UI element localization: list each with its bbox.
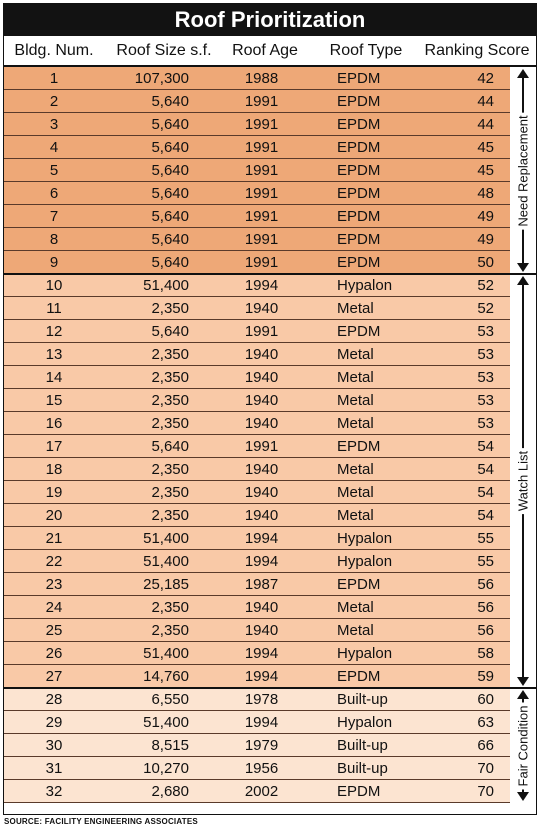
cell-roof-size: 2,350	[151, 484, 189, 501]
cell-roof-age: 1994	[244, 553, 279, 570]
table-row	[4, 389, 510, 412]
cell-roof-size: 5,640	[151, 116, 189, 133]
arrow-up-icon	[517, 690, 529, 699]
cell-ranking-score: 54	[477, 438, 494, 455]
cell-roof-age: 1940	[244, 622, 279, 639]
cell-ranking-score: 53	[477, 415, 494, 432]
cell-ranking-score: 55	[477, 530, 494, 547]
cell-roof-size: 51,400	[143, 645, 189, 662]
cell-bldg-num: 27	[45, 668, 63, 685]
cell-ranking-score: 50	[477, 254, 494, 271]
cell-ranking-score: 49	[477, 208, 494, 225]
table-row	[4, 320, 510, 343]
cell-roof-type: Metal	[337, 369, 374, 386]
cell-bldg-num: 32	[45, 783, 63, 800]
table-row	[4, 481, 510, 504]
cell-roof-type: Metal	[337, 484, 374, 501]
cell-roof-age: 1991	[244, 323, 279, 340]
group-bracket	[510, 274, 536, 688]
table-row	[4, 757, 510, 780]
group-bracket	[510, 688, 536, 803]
cell-roof-type: EPDM	[337, 668, 381, 685]
cell-roof-type: Metal	[337, 622, 374, 639]
cell-ranking-score: 54	[477, 507, 494, 524]
table-row	[4, 228, 510, 251]
cell-ranking-score: 60	[477, 691, 494, 708]
source-note: SOURCE: FACILITY ENGINEERING ASSOCIATES	[4, 817, 198, 826]
cell-roof-age: 1940	[244, 369, 279, 386]
cell-roof-type: Metal	[337, 346, 374, 363]
cell-roof-age: 1994	[244, 277, 279, 294]
cell-bldg-num: 18	[45, 461, 63, 478]
cell-roof-type: EPDM	[337, 93, 381, 110]
cell-bldg-num: 6	[49, 185, 59, 202]
cell-ranking-score: 53	[477, 392, 494, 409]
cell-roof-age: 1994	[244, 645, 279, 662]
cell-roof-age: 1940	[244, 484, 279, 501]
cell-ranking-score: 42	[477, 70, 494, 87]
cell-roof-size: 5,640	[151, 254, 189, 271]
arrow-down-icon	[517, 792, 529, 801]
cell-bldg-num: 8	[49, 231, 59, 248]
table-row	[4, 412, 510, 435]
table-row	[4, 343, 510, 366]
cell-roof-type: EPDM	[337, 323, 381, 340]
cell-roof-size: 2,350	[151, 622, 189, 639]
cell-roof-size: 10,270	[143, 760, 189, 777]
cell-ranking-score: 52	[477, 277, 494, 294]
cell-bldg-num: 13	[45, 346, 63, 363]
table-row	[4, 435, 510, 458]
cell-ranking-score: 44	[477, 116, 494, 133]
table-row	[4, 780, 510, 803]
cell-roof-size: 5,640	[151, 162, 189, 179]
cell-roof-type: Metal	[337, 599, 374, 616]
cell-roof-type: EPDM	[337, 208, 381, 225]
cell-ranking-score: 55	[477, 553, 494, 570]
cell-roof-size: 2,350	[151, 369, 189, 386]
header-roof-type: Roof Type	[329, 42, 403, 59]
table-row	[4, 366, 510, 389]
table-row	[4, 550, 510, 573]
cell-ranking-score: 66	[477, 737, 494, 754]
cell-bldg-num: 31	[45, 760, 63, 777]
cell-ranking-score: 58	[477, 645, 494, 662]
cell-roof-size: 5,640	[151, 438, 189, 455]
cell-roof-type: EPDM	[337, 254, 381, 271]
group-label: Need Replacement	[516, 112, 531, 229]
cell-roof-type: Built-up	[337, 691, 388, 708]
cell-roof-type: Metal	[337, 300, 374, 317]
cell-bldg-num: 12	[45, 323, 63, 340]
cell-roof-age: 1988	[244, 70, 279, 87]
arrow-up-icon	[517, 69, 529, 78]
cell-roof-age: 1991	[244, 93, 279, 110]
cell-bldg-num: 17	[45, 438, 63, 455]
cell-roof-size: 5,640	[151, 208, 189, 225]
cell-bldg-num: 1	[49, 70, 59, 87]
cell-bldg-num: 7	[49, 208, 59, 225]
cell-bldg-num: 19	[45, 484, 63, 501]
table-row	[4, 688, 510, 711]
cell-roof-size: 5,640	[151, 139, 189, 156]
cell-roof-size: 2,350	[151, 599, 189, 616]
header-roof-age: Roof Age	[232, 42, 298, 59]
group-label: Fair Condition	[516, 702, 531, 789]
cell-roof-type: Hypalon	[337, 714, 393, 731]
table-row	[4, 182, 510, 205]
cell-roof-size: 8,515	[151, 737, 189, 754]
cell-roof-age: 1978	[244, 691, 279, 708]
cell-roof-type: EPDM	[337, 116, 381, 133]
cell-roof-size: 51,400	[143, 277, 189, 294]
cell-roof-age: 1994	[244, 530, 279, 547]
cell-bldg-num: 11	[46, 300, 62, 317]
cell-roof-size: 25,185	[143, 576, 189, 593]
cell-ranking-score: 45	[477, 139, 494, 156]
cell-roof-size: 51,400	[143, 714, 189, 731]
cell-roof-size: 2,350	[151, 346, 189, 363]
cell-roof-type: Hypalon	[337, 530, 393, 547]
cell-bldg-num: 5	[49, 162, 59, 179]
cell-bldg-num: 22	[45, 553, 63, 570]
cell-ranking-score: 70	[477, 783, 494, 800]
table-row	[4, 711, 510, 734]
table-row	[4, 205, 510, 228]
header-roof-size: Roof Size s.f.	[116, 42, 212, 59]
cell-roof-size: 2,350	[151, 507, 189, 524]
cell-roof-size: 51,400	[143, 530, 189, 547]
cell-roof-age: 1991	[244, 116, 279, 133]
cell-roof-age: 1940	[244, 599, 279, 616]
arrow-down-icon	[517, 263, 529, 272]
cell-roof-age: 1979	[244, 737, 279, 754]
table-row	[4, 734, 510, 757]
group-bracket	[510, 67, 536, 274]
cell-roof-type: EPDM	[337, 70, 381, 87]
table-row	[4, 136, 510, 159]
cell-bldg-num: 23	[45, 576, 63, 593]
cell-roof-type: Hypalon	[337, 645, 393, 662]
table-row	[4, 297, 510, 320]
cell-ranking-score: 53	[477, 323, 494, 340]
cell-roof-type: Metal	[337, 461, 374, 478]
cell-roof-type: EPDM	[337, 185, 381, 202]
cell-roof-age: 1991	[244, 162, 279, 179]
cell-bldg-num: 4	[49, 139, 59, 156]
cell-ranking-score: 44	[477, 93, 494, 110]
table-row	[4, 573, 510, 596]
cell-bldg-num: 14	[45, 369, 63, 386]
cell-roof-size: 14,760	[143, 668, 189, 685]
cell-ranking-score: 59	[477, 668, 494, 685]
cell-roof-type: Metal	[337, 392, 374, 409]
cell-roof-age: 1940	[244, 461, 279, 478]
cell-ranking-score: 53	[477, 369, 494, 386]
cell-roof-size: 5,640	[151, 93, 189, 110]
cell-roof-type: Metal	[337, 415, 374, 432]
cell-roof-size: 2,350	[151, 392, 189, 409]
table-row	[4, 527, 510, 550]
cell-roof-type: EPDM	[337, 438, 381, 455]
cell-roof-type: EPDM	[337, 231, 381, 248]
cell-bldg-num: 20	[45, 507, 63, 524]
group-label: Watch List	[516, 448, 531, 514]
cell-roof-size: 2,350	[151, 300, 189, 317]
cell-roof-size: 2,350	[151, 461, 189, 478]
cell-roof-age: 1940	[244, 415, 279, 432]
cell-roof-type: EPDM	[337, 139, 381, 156]
cell-bldg-num: 3	[49, 116, 59, 133]
cell-bldg-num: 26	[45, 645, 63, 662]
cell-roof-age: 2002	[244, 783, 279, 800]
cell-roof-age: 1940	[244, 392, 279, 409]
cell-roof-type: Hypalon	[337, 277, 393, 294]
cell-bldg-num: 2	[49, 93, 59, 110]
cell-roof-size: 5,640	[151, 323, 189, 340]
column-header-row	[4, 36, 536, 66]
cell-roof-type: Hypalon	[337, 553, 393, 570]
table-row	[4, 665, 510, 688]
cell-bldg-num: 30	[45, 737, 63, 754]
cell-roof-size: 5,640	[151, 231, 189, 248]
cell-roof-age: 1991	[244, 208, 279, 225]
header-ranking-score: Ranking Score	[424, 42, 530, 59]
cell-roof-age: 1940	[244, 346, 279, 363]
cell-ranking-score: 45	[477, 162, 494, 179]
cell-roof-size: 2,350	[151, 415, 189, 432]
cell-roof-size: 107,300	[134, 70, 189, 87]
table-row	[4, 504, 510, 527]
cell-roof-size: 6,550	[151, 691, 189, 708]
table-row	[4, 67, 510, 90]
table-row	[4, 458, 510, 481]
table-row	[4, 90, 510, 113]
cell-ranking-score: 53	[477, 346, 494, 363]
table-row	[4, 642, 510, 665]
cell-bldg-num: 10	[45, 277, 63, 294]
cell-ranking-score: 52	[477, 300, 494, 317]
cell-roof-size: 51,400	[143, 553, 189, 570]
header-bldg-num: Bldg. Num.	[14, 42, 94, 59]
cell-bldg-num: 24	[45, 599, 63, 616]
table-row	[4, 251, 510, 274]
cell-roof-age: 1987	[244, 576, 279, 593]
cell-roof-age: 1991	[244, 185, 279, 202]
arrow-up-icon	[517, 276, 529, 285]
cell-bldg-num: 9	[49, 254, 59, 271]
cell-bldg-num: 15	[45, 392, 63, 409]
cell-roof-age: 1991	[244, 231, 279, 248]
cell-roof-size: 2,680	[151, 783, 189, 800]
cell-roof-size: 5,640	[151, 185, 189, 202]
cell-bldg-num: 28	[45, 691, 63, 708]
cell-ranking-score: 70	[477, 760, 494, 777]
cell-ranking-score: 48	[477, 185, 494, 202]
table-row	[4, 113, 510, 136]
cell-bldg-num: 25	[45, 622, 63, 639]
cell-bldg-num: 21	[45, 530, 63, 547]
group-separator	[4, 273, 536, 275]
cell-bldg-num: 16	[45, 415, 63, 432]
cell-roof-type: EPDM	[337, 783, 381, 800]
cell-ranking-score: 49	[477, 231, 494, 248]
cell-roof-age: 1991	[244, 139, 279, 156]
table-title: Roof Prioritization	[3, 3, 537, 36]
cell-roof-type: EPDM	[337, 576, 381, 593]
table-row	[4, 274, 510, 297]
cell-roof-type: Built-up	[337, 760, 388, 777]
cell-ranking-score: 54	[477, 461, 494, 478]
cell-roof-age: 1991	[244, 438, 279, 455]
cell-roof-type: Metal	[337, 507, 374, 524]
group-separator	[4, 687, 536, 689]
arrow-down-icon	[517, 677, 529, 686]
cell-ranking-score: 56	[477, 622, 494, 639]
cell-roof-age: 1991	[244, 254, 279, 271]
cell-roof-type: EPDM	[337, 162, 381, 179]
cell-bldg-num: 29	[45, 714, 63, 731]
cell-roof-type: Built-up	[337, 737, 388, 754]
cell-ranking-score: 54	[477, 484, 494, 501]
table-row	[4, 159, 510, 182]
table-row	[4, 596, 510, 619]
cell-ranking-score: 63	[477, 714, 494, 731]
cell-roof-age: 1940	[244, 300, 279, 317]
cell-roof-age: 1956	[244, 760, 279, 777]
cell-roof-age: 1940	[244, 507, 279, 524]
cell-roof-age: 1994	[244, 714, 279, 731]
cell-ranking-score: 56	[477, 599, 494, 616]
cell-roof-age: 1994	[244, 668, 279, 685]
cell-ranking-score: 56	[477, 576, 494, 593]
table-row	[4, 619, 510, 642]
